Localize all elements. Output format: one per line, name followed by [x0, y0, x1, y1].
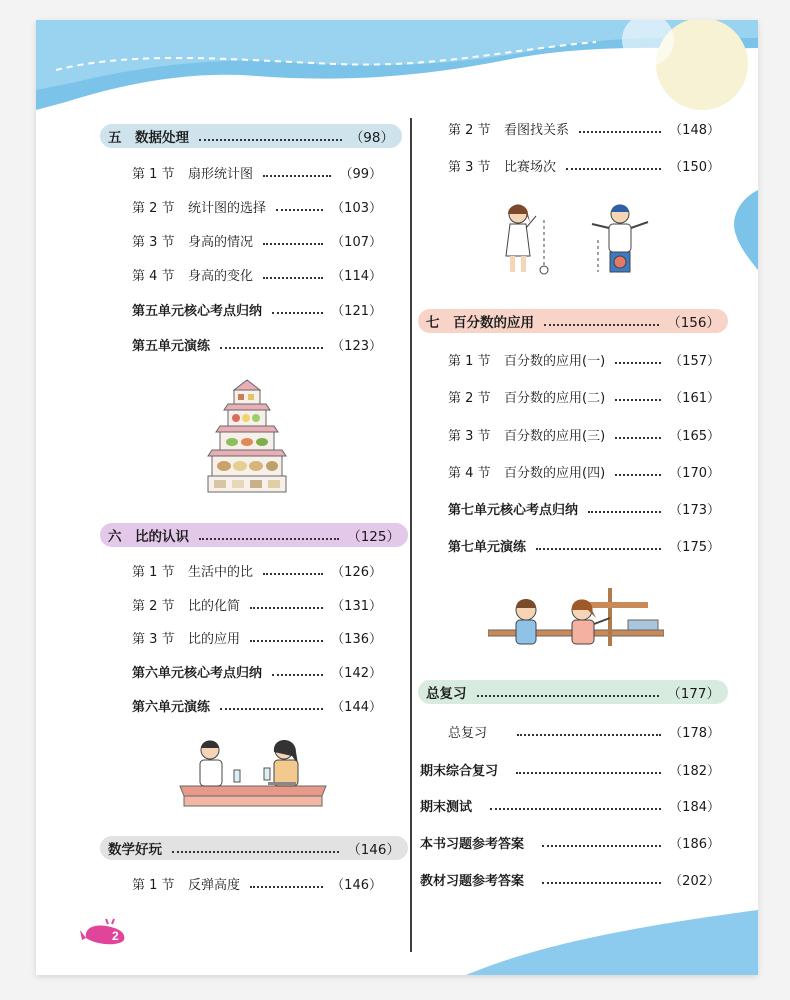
- unit7-banner[interactable]: 七 百分数的应用 （156）: [418, 309, 728, 333]
- toc-entry-textbook-answers[interactable]: 教材习题参考答案 （202）: [420, 873, 720, 889]
- food-pyramid-illustration: [206, 376, 288, 494]
- review-banner[interactable]: 总复习 （177）: [418, 680, 728, 704]
- toc-entry-6-3[interactable]: 第 3 节 比的应用 （136）: [132, 631, 382, 647]
- toc-entry-5-2[interactable]: 第 2 节 统计图的选择 （103）: [132, 200, 382, 216]
- toc-entry-5-4[interactable]: 第 4 节 身高的变化 （114）: [132, 268, 382, 284]
- toc-entry-5-summary[interactable]: 第五单元核心考点归纳 （121）: [132, 303, 382, 319]
- book-page: [36, 20, 758, 975]
- toc-entry-final-review[interactable]: 期末综合复习 （182）: [420, 763, 720, 779]
- toc-entry-fun-1[interactable]: 第 1 节 反弹高度 （146）: [132, 877, 382, 893]
- toc-entry-6-2[interactable]: 第 2 节 比的化简 （131）: [132, 598, 382, 614]
- toc-entry-fun-3[interactable]: 第 3 节 比赛场次 （150）: [448, 159, 720, 175]
- fun-math-banner[interactable]: 数学好玩 （146）: [100, 836, 408, 860]
- classroom-children-illustration: [488, 580, 664, 660]
- toc-entry-7-summary[interactable]: 第七单元核心考点归纳 （173）: [448, 502, 720, 518]
- toc-entry-6-practice[interactable]: 第六单元演练 （144）: [132, 699, 382, 715]
- toc-entry-6-summary[interactable]: 第六单元核心考点归纳 （142）: [132, 665, 382, 681]
- toc-entry-fun-2[interactable]: 第 2 节 看图找关系 （148）: [448, 122, 720, 138]
- column-divider: [410, 118, 412, 952]
- toc-entry-7-4[interactable]: 第 4 节 百分数的应用(四) （170）: [448, 465, 720, 481]
- toc-entry-5-practice[interactable]: 第五单元演练 （123）: [132, 338, 382, 354]
- unit6-banner[interactable]: 六 比的认识 （125）: [100, 523, 408, 547]
- toc-entry-final-test[interactable]: 期末测试 （184）: [420, 799, 720, 815]
- children-at-table-illustration: [176, 736, 330, 810]
- side-wave-decoration: [728, 190, 758, 270]
- toc-entry-book-answers[interactable]: 本书习题参考答案 （186）: [420, 836, 720, 852]
- bouncing-ball-illustration: [496, 200, 656, 280]
- unit5-banner[interactable]: 五 数据处理 （98）: [100, 124, 402, 148]
- toc-entry-7-1[interactable]: 第 1 节 百分数的应用(一) （157）: [448, 353, 720, 369]
- toc-entry-7-3[interactable]: 第 3 节 百分数的应用(三) （165）: [448, 428, 720, 444]
- toc-entry-6-1[interactable]: 第 1 节 生活中的比 （126）: [132, 564, 382, 580]
- toc-entry-5-1[interactable]: 第 1 节 扇形统计图 （99）: [132, 166, 382, 182]
- toc-entry-review[interactable]: 总复习 （178）: [448, 725, 720, 741]
- footer-wave-decoration: [466, 910, 758, 975]
- toc-entry-7-practice[interactable]: 第七单元演练 （175）: [448, 539, 720, 555]
- page-number: 2: [112, 929, 119, 943]
- toc-entry-7-2[interactable]: 第 2 节 百分数的应用(二) （161）: [448, 390, 720, 406]
- page-number-whale-icon: [80, 918, 130, 948]
- toc-entry-5-3[interactable]: 第 3 节 身高的情况 （107）: [132, 234, 382, 250]
